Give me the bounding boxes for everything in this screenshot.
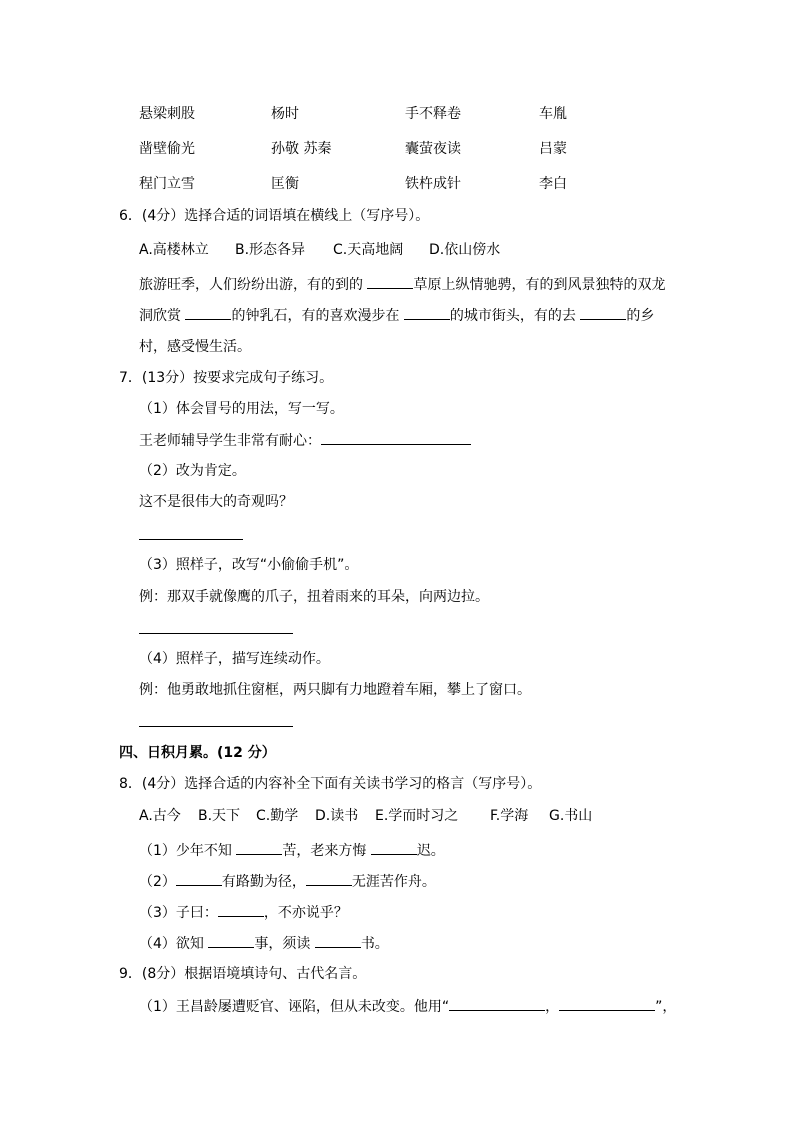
q8-option: G.书山 xyxy=(549,808,593,824)
match-cell: 程门立雪 xyxy=(139,176,195,192)
text: （3）子曰： xyxy=(139,905,218,921)
q7-sub3: （3）照样子，改写“小偷偷手机”。 xyxy=(139,557,359,573)
q8-item1 xyxy=(139,840,445,861)
q8-option: B.天下 xyxy=(198,808,241,824)
q7-sub2: （2）改为肯定。 xyxy=(139,463,246,479)
fill-blank[interactable] xyxy=(176,871,222,886)
q8-option: A.古今 xyxy=(139,808,181,824)
q8-header: 8．(4分）选择合适的内容补全下面有关读书学习的格言（写序号）。 xyxy=(119,776,542,792)
text: （2） xyxy=(139,874,176,890)
q7-sub3-example: 例：那双手就像鹰的爪子，扭着雨来的耳朵，向两边拉。 xyxy=(139,589,489,605)
match-cell: 手不释卷 xyxy=(405,106,461,122)
answer-line[interactable] xyxy=(139,726,293,727)
q8-item2 xyxy=(139,871,436,892)
q6-option: A.高楼林立 xyxy=(139,242,209,258)
text: 无涯苦作舟。 xyxy=(351,874,436,890)
fill-blank[interactable] xyxy=(449,996,545,1011)
text: 的乡 xyxy=(626,308,655,324)
fill-blank[interactable] xyxy=(185,305,231,320)
match-cell: 凿壁偷光 xyxy=(139,141,195,157)
fill-blank[interactable] xyxy=(315,933,361,948)
q7-sub4-example: 例：他勇敢地抓住窗框，两只脚有力地蹬着车厢，攀上了窗口。 xyxy=(139,682,531,698)
text: 有路勤为径， xyxy=(221,874,306,890)
text: 的钟乳石，有的喜欢漫步在 xyxy=(231,308,404,324)
text: 洞欣赏 xyxy=(139,308,186,324)
q8-option: E.学而时习之 xyxy=(375,808,459,824)
q8-item4 xyxy=(139,933,389,954)
text: 迟。 xyxy=(416,843,445,859)
q8-item3 xyxy=(139,902,348,923)
fill-blank[interactable] xyxy=(236,840,282,855)
text: （1）少年不知 xyxy=(139,843,237,859)
fill-blank[interactable] xyxy=(559,996,655,1011)
answer-line[interactable] xyxy=(139,539,243,540)
answer-line[interactable] xyxy=(321,430,471,445)
fill-blank[interactable] xyxy=(580,305,626,320)
q6-paragraph-line3: 村，感受慢生活。 xyxy=(139,339,251,355)
text: 草原上纵情驰骋，有的到风景独特的双龙 xyxy=(413,277,666,293)
text: 事，须读 xyxy=(254,936,315,952)
q8-option: F.学海 xyxy=(490,808,529,824)
q6-paragraph-line2 xyxy=(139,305,654,326)
match-cell: 囊萤夜读 xyxy=(405,141,461,157)
fill-blank[interactable] xyxy=(404,305,450,320)
q9-header: 9．(8分）根据语境填诗句、古代名言。 xyxy=(119,966,367,982)
q7-sub1: （1）体会冒号的用法，写一写。 xyxy=(139,401,344,417)
match-cell: 孙敬 苏秦 xyxy=(271,141,332,157)
q6-header: 6．(4分）选择合适的词语填在横线上（写序号）。 xyxy=(119,208,430,224)
answer-line[interactable] xyxy=(139,633,293,634)
match-cell: 铁杵成针 xyxy=(405,176,461,192)
q8-option: D.读书 xyxy=(315,808,359,824)
fill-blank[interactable] xyxy=(371,840,417,855)
q8-option: C.勤学 xyxy=(256,808,299,824)
text: （1）王昌龄屡遭贬官、诬陷，但从未改变。他用“ xyxy=(139,999,450,1015)
text: 旅游旺季，人们纷纷出游，有的到的 xyxy=(139,277,368,293)
text: ，不亦说乎？ xyxy=(263,905,348,921)
text: ， xyxy=(545,999,560,1015)
q6-option: D.依山傍水 xyxy=(429,242,501,258)
q7-header: 7．(13分）按要求完成句子练习。 xyxy=(119,370,334,386)
match-cell: 杨时 xyxy=(271,106,299,122)
match-cell: 匡衡 xyxy=(271,176,299,192)
q6-option: C.天高地阔 xyxy=(333,242,404,258)
section-title: 四、日积月累。(12 分） xyxy=(119,745,276,761)
text: （4）欲知 xyxy=(139,936,209,952)
q9-item1 xyxy=(139,996,676,1017)
q7-sub4: （4）照样子，描写连续动作。 xyxy=(139,651,330,667)
fill-blank[interactable] xyxy=(218,902,264,917)
text: 的城市街头，有的去 xyxy=(449,308,581,324)
q6-option: B.形态各异 xyxy=(235,242,306,258)
text: ”， xyxy=(655,999,677,1015)
match-cell: 悬梁刺股 xyxy=(139,106,195,122)
q7-sub1-line xyxy=(139,430,471,451)
fill-blank[interactable] xyxy=(208,933,254,948)
q6-paragraph-line1 xyxy=(139,274,665,295)
q7-sub2-line: 这不是很伟大的奇观吗？ xyxy=(139,494,293,510)
text: 苦，老来方悔 xyxy=(282,843,371,859)
fill-blank[interactable] xyxy=(367,274,413,289)
text: 书。 xyxy=(360,936,389,952)
text: 王老师辅导学生非常有耐心： xyxy=(139,433,321,449)
match-cell: 李白 xyxy=(539,176,567,192)
match-cell: 车胤 xyxy=(539,106,567,122)
match-cell: 吕蒙 xyxy=(539,141,567,157)
fill-blank[interactable] xyxy=(306,871,352,886)
